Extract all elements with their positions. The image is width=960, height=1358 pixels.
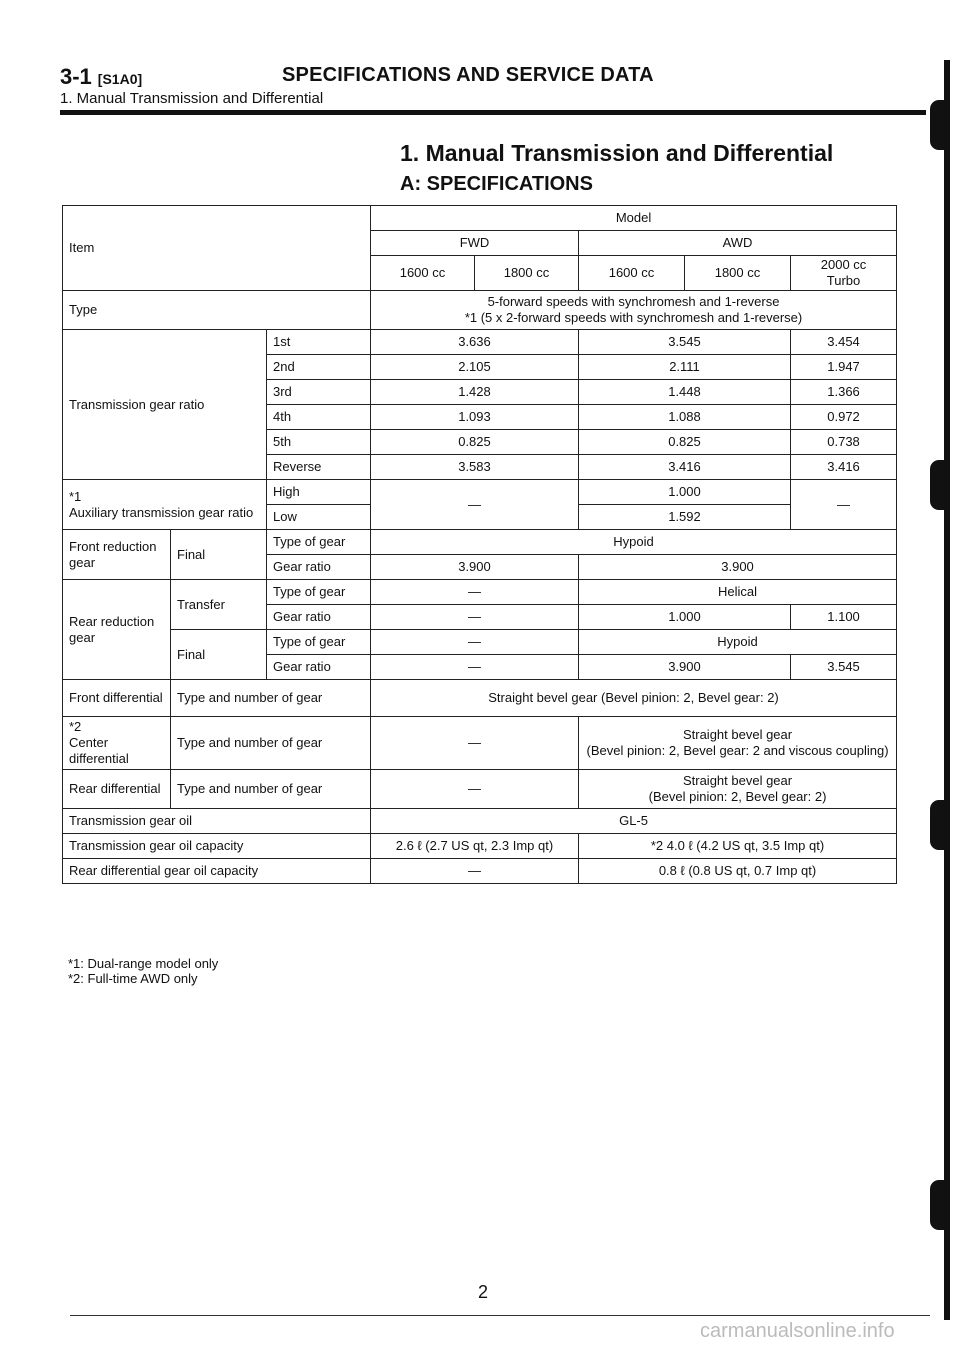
transfer-ratio-turbo: 1.100 [791, 605, 897, 630]
transfer-ratio-fwd: — [371, 605, 579, 630]
binder-tab [930, 100, 948, 150]
type-label: Type [63, 291, 371, 330]
document-title: 1. Manual Transmission and Differential [400, 140, 834, 166]
center-differential-label [63, 717, 171, 770]
rear-final-ratio-fwd: — [371, 655, 579, 680]
type-number-label: Type and number of gear [171, 717, 371, 770]
type-number-label: Type and number of gear [171, 770, 371, 809]
aux-fwd-dash: — [371, 480, 579, 530]
section-code: [S1A0] [97, 71, 143, 87]
awd-1600-header: 1600 cc [579, 256, 685, 291]
transfer-type-awd: Helical [579, 580, 897, 605]
footnote-1: *1: Dual-range model only [68, 956, 219, 971]
gear-name: Reverse [267, 455, 371, 480]
gear-name: 5th [267, 430, 371, 455]
rear-diff-value [579, 770, 897, 809]
gear-name: 3rd [267, 380, 371, 405]
awd-ratio: 2.111 [579, 355, 791, 380]
model-header: Model [371, 206, 897, 231]
front-final-ratio-awd: 3.900 [579, 555, 897, 580]
front-differential-label: Front differential [63, 680, 171, 717]
center-diff-value [579, 717, 897, 770]
awd-ratio: 0.825 [579, 430, 791, 455]
center-value-line2: (Bevel pinion: 2, Bevel gear: 2 and viscous coupling) [586, 743, 889, 758]
center-value-line1: Straight bevel gear [682, 727, 793, 742]
aux-note-mark: *1 [69, 488, 82, 504]
awd-ratio: 3.545 [579, 330, 791, 355]
awd-ratio: 1.088 [579, 405, 791, 430]
item-header: Item [63, 206, 371, 291]
rear-final-ratio-awd: 3.900 [579, 655, 791, 680]
awd-ratio: 3.416 [579, 455, 791, 480]
type-of-gear-label: Type of gear [267, 580, 371, 605]
rear-final-label: Final [171, 630, 267, 680]
rear-diff-oil-capacity-awd: 0.8 ℓ (0.8 US qt, 0.7 Imp qt) [579, 859, 897, 884]
spec-table [62, 205, 897, 884]
fwd-header: FWD [371, 231, 579, 256]
fwd-1600-header: 1600 cc [371, 256, 475, 291]
fwd-1800-header: 1800 cc [475, 256, 579, 291]
header-subtitle: 1. Manual Transmission and Differential [60, 90, 324, 107]
fwd-ratio: 3.636 [371, 330, 579, 355]
table-row [63, 330, 897, 355]
gear-ratio-label: Gear ratio [267, 655, 371, 680]
aux-label-text: Auxiliary transmission gear ratio [69, 504, 254, 520]
front-final-type: Hypoid [371, 530, 897, 555]
fwd-ratio: 1.428 [371, 380, 579, 405]
rear-value-line2: (Bevel pinion: 2, Bevel gear: 2) [648, 789, 827, 804]
turbo-ratio: 3.416 [791, 455, 897, 480]
aux-high-value: 1.000 [579, 480, 791, 505]
rear-value-line1: Straight bevel gear [682, 773, 793, 788]
front-final-ratio-fwd: 3.900 [371, 555, 579, 580]
rear-diff-fwd: — [371, 770, 579, 809]
watermark: carmanualsonline.info [700, 1320, 895, 1342]
fwd-ratio: 0.825 [371, 430, 579, 455]
front-differential-value: Straight bevel gear (Bevel pinion: 2, Bevel gear: 2) [371, 680, 897, 717]
rear-final-type-awd: Hypoid [579, 630, 897, 655]
binder-tab [930, 1180, 948, 1230]
rear-differential-label: Rear differential [63, 770, 171, 809]
footer-rule [70, 1315, 930, 1316]
front-final-label: Final [171, 530, 267, 580]
center-label-text: Center differential [69, 735, 129, 766]
type-value-line2: *1 (5 x 2-forward speeds with synchromesh and 1-reverse) [464, 310, 803, 325]
section-number [60, 64, 142, 90]
turbo-ratio: 0.738 [791, 430, 897, 455]
rear-final-ratio-turbo: 3.545 [791, 655, 897, 680]
aux-turbo-dash: — [791, 480, 897, 530]
type-of-gear-label: Type of gear [267, 530, 371, 555]
type-number-label: Type and number of gear [171, 680, 371, 717]
binder-tab [930, 460, 948, 510]
transfer-type-fwd: — [371, 580, 579, 605]
section-label: 3-1 [60, 64, 92, 89]
transfer-ratio-awd: 1.000 [579, 605, 791, 630]
footnotes [68, 956, 218, 986]
high-label: High [267, 480, 371, 505]
low-label: Low [267, 505, 371, 530]
aux-low-value: 1.592 [579, 505, 791, 530]
transmission-gear-ratio-label: Transmission gear ratio [63, 330, 267, 480]
awd-ratio: 1.448 [579, 380, 791, 405]
transfer-label: Transfer [171, 580, 267, 630]
rear-reduction-label: Rear reduction gear [63, 580, 171, 680]
footnote-2: *2: Full-time AWD only [68, 971, 198, 986]
gear-ratio-label: Gear ratio [267, 605, 371, 630]
header-title: SPECIFICATIONS AND SERVICE DATA [282, 64, 654, 86]
type-of-gear-label: Type of gear [267, 630, 371, 655]
transmission-oil-value: GL-5 [371, 809, 897, 834]
front-reduction-label: Front reduction gear [63, 530, 171, 580]
binder-tab [930, 800, 948, 850]
gear-name: 2nd [267, 355, 371, 380]
fwd-ratio: 3.583 [371, 455, 579, 480]
type-value [371, 291, 897, 330]
oil-capacity-label: Transmission gear oil capacity [63, 834, 371, 859]
turbo-ratio: 1.366 [791, 380, 897, 405]
center-note-mark: *2 [69, 719, 82, 734]
gear-name: 4th [267, 405, 371, 430]
oil-capacity-fwd: 2.6 ℓ (2.7 US qt, 2.3 Imp qt) [371, 834, 579, 859]
rear-final-type-fwd: — [371, 630, 579, 655]
center-diff-fwd: — [371, 717, 579, 770]
fwd-ratio: 1.093 [371, 405, 579, 430]
binder-edge [944, 60, 950, 1320]
rear-diff-oil-capacity-fwd: — [371, 859, 579, 884]
gear-name: 1st [267, 330, 371, 355]
page-number: 2 [478, 1282, 489, 1302]
turbo-ratio: 1.947 [791, 355, 897, 380]
document-subtitle: A: SPECIFICATIONS [400, 173, 593, 195]
rear-diff-oil-capacity-label: Rear differential gear oil capacity [63, 859, 371, 884]
gear-ratio-label: Gear ratio [267, 555, 371, 580]
turbo-ratio: 3.454 [791, 330, 897, 355]
transmission-oil-label: Transmission gear oil [63, 809, 371, 834]
awd-1800-header: 1800 cc [685, 256, 791, 291]
auxiliary-ratio-label [63, 480, 267, 530]
fwd-ratio: 2.105 [371, 355, 579, 380]
cc2000-label: 2000 cc [820, 257, 867, 272]
oil-capacity-awd: *2 4.0 ℓ (4.2 US qt, 3.5 Imp qt) [579, 834, 897, 859]
turbo-label: Turbo [826, 273, 861, 288]
turbo-ratio: 0.972 [791, 405, 897, 430]
type-value-line1: 5-forward speeds with synchromesh and 1-reverse [487, 294, 780, 309]
header-rule [60, 110, 926, 115]
awd-header: AWD [579, 231, 897, 256]
awd-2000-turbo-header [791, 256, 897, 291]
